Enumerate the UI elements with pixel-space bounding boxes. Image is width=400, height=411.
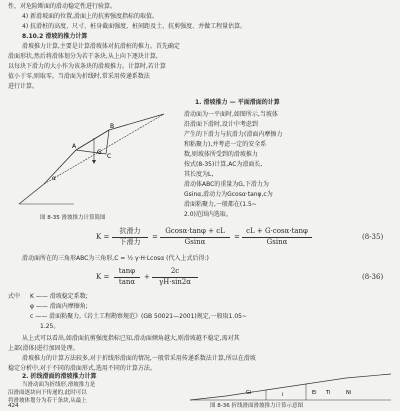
frac1-num: 抗滑力 bbox=[112, 226, 148, 238]
figure-broken-slip bbox=[186, 372, 396, 402]
text-line: 当滑动面为折线形,滑坡推力是 bbox=[22, 382, 96, 388]
where-line: 1.25。 bbox=[40, 323, 60, 330]
fig1-label-c: C bbox=[107, 153, 112, 160]
section-title: 2. 折线滑面的滑坡推力计算 bbox=[22, 373, 97, 380]
figure-caption: 图 8-36 折线滑面滑坡推力计算示意图 bbox=[210, 403, 303, 409]
frac2-num: Gcosα·tanφ + cL bbox=[160, 226, 230, 238]
text-line: Gsinα,滑动力为Gcosα·tanφ,c为 bbox=[184, 191, 273, 198]
text-line: 性、对危险断面的滑动稳定性进行验算。 bbox=[8, 3, 117, 10]
text-line: 和粘聚力),并考虑一定的安全系 bbox=[184, 141, 267, 148]
formula-number: (8-35) bbox=[362, 233, 384, 241]
where-line: φ —— 滑面内摩擦角; bbox=[30, 303, 88, 310]
formula-number: (8-36) bbox=[362, 273, 384, 281]
frac-den: tanα bbox=[118, 278, 136, 286]
frac2-den: Gsinα bbox=[184, 238, 206, 246]
frac2-den: γH·sin2α bbox=[158, 278, 192, 286]
formula-lhs: K = bbox=[96, 273, 110, 281]
where-line: K —— 滑坡稳定系数; bbox=[30, 293, 88, 300]
formula-eq: = bbox=[152, 233, 158, 241]
formula-lhs: K = bbox=[96, 233, 110, 241]
text-line: 4) 新滑坡面的位置,滑面上的抗剪强度指标的取值。 bbox=[22, 13, 158, 20]
text-line: 沿滑面逐块向下传递的,此时可以 bbox=[8, 390, 87, 396]
text-line: 其长度为L, bbox=[184, 171, 214, 178]
frac2-num: 2c bbox=[152, 266, 198, 278]
text-line: 滑坡推力的计算方法较多,对于折线形滑面的情况,一般常采用传递系数法计算,所以在滑坡 bbox=[22, 355, 256, 362]
text-line: 滑动面为一平面时,如图所示,当坡体 bbox=[184, 111, 278, 118]
text-line: 滑动体ABC的重量为G,下滑力为 bbox=[184, 181, 269, 188]
frac1-den: 下滑力 bbox=[119, 238, 141, 246]
formula-eq-2: = bbox=[234, 233, 240, 241]
where-label: 式中 bbox=[8, 293, 21, 300]
fig2-label-ni: Ni bbox=[346, 390, 352, 396]
text-line: 值小于零,则取零。当滑面为折线时,常采用传递系数法 bbox=[8, 73, 150, 80]
formula-8-36 bbox=[96, 266, 396, 288]
text-line: 产生的下滑力与抗滑力(滑面内摩擦力 bbox=[184, 131, 283, 138]
fig2-label-gi: Gi bbox=[246, 390, 252, 396]
fig1-label-a: A bbox=[72, 143, 77, 150]
figure-landslide-plane bbox=[14, 92, 174, 212]
fig1-label-b: B bbox=[110, 123, 115, 130]
fig1-label-g: G bbox=[97, 149, 102, 156]
figure-caption: 图 8-35 滑坡推力计算简图 bbox=[40, 215, 106, 221]
fig2-label-ei: Ei bbox=[312, 390, 317, 396]
text-line: 将滑坡体划分为若干条块,从最上 bbox=[8, 398, 87, 404]
text-line: 滑面粘聚力,一般都在(1.5~ bbox=[184, 201, 257, 208]
frac-num: tanφ bbox=[114, 266, 140, 278]
section-title: 1. 滑坡推力 — 平面滑面的计算 bbox=[195, 99, 280, 106]
section-heading: 8.10.2 滑坡的推力计算 bbox=[22, 33, 88, 40]
formula-8-35 bbox=[96, 226, 396, 248]
where-line: c —— 滑面粘聚力,《岩土工程勘察规范》(GB 50021—2001)规定,一般取1.05~ bbox=[30, 313, 248, 320]
text-line: 进行计算。 bbox=[8, 83, 39, 90]
text-line: 2.0)范围内选取。 bbox=[184, 211, 232, 218]
fig1-label-alpha: α bbox=[52, 175, 56, 182]
text-line: 沿滑面下滑时,设计中考虑到 bbox=[184, 121, 258, 128]
formula-plus: + bbox=[144, 273, 150, 281]
text-line: 滑坡推力计算,主要是计算滑坡体对抗滑桩的推力。首先确定 bbox=[22, 43, 180, 50]
text-line: 从上式可以看出,如滑面抗剪强度指标已知,滑动面倾角越大,则滑坡越不稳定,需对其 bbox=[22, 335, 240, 342]
text-line: 稳定分析中,对于不同的滑面形式,选用不同的计算方法。 bbox=[8, 365, 156, 372]
text-line: 滑面形状,然后将滑体划分为若干条块,从上向下逐块计算, bbox=[8, 53, 158, 60]
text-line: 上部(滑体)进行加固处理。 bbox=[8, 345, 79, 352]
text-line: 数,则坡体所受到的滑坡推力 bbox=[184, 151, 258, 158]
fig2-label-ti: Ti bbox=[326, 390, 331, 396]
text-line: 以每块下滑力的大小作为该条块的滑坡推力。计算时,若计算 bbox=[8, 63, 166, 70]
frac3-num: cL + G·cosα·tanφ bbox=[242, 226, 312, 238]
text-line: 4) 抗滑桩的高度、尺寸、桩身截面强度、桩间距及土、抗剪强度、并做工程量估算。 bbox=[22, 23, 247, 30]
fig2-label-i: i bbox=[282, 392, 284, 398]
page-number: 424 bbox=[8, 403, 19, 409]
text-line: 按式(8-35)计算,AC为滑面长, bbox=[184, 161, 263, 168]
frac3-den: Gsinα bbox=[266, 238, 288, 246]
text-line: 滑动面所在的三角形ABC为三角形,C = ½ γ·H·Lcosα (代入上式后得:) bbox=[22, 255, 209, 262]
